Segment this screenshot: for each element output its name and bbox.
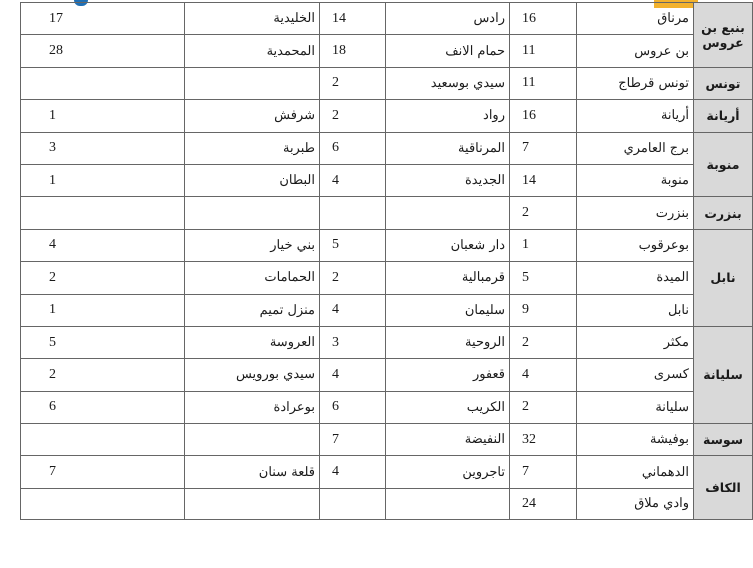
delegation-count: 4 — [320, 294, 386, 326]
delegation-name: قلعة سنان — [185, 456, 320, 488]
delegation-count: 4 — [320, 359, 386, 391]
delegation-count: 6 — [320, 391, 386, 423]
delegation-count: 2 — [320, 67, 386, 99]
delegation-name: منوبة — [577, 164, 694, 196]
table-row — [21, 197, 753, 229]
delegation-count: 2 — [510, 197, 577, 229]
delegation-name: بوعرادة — [185, 391, 320, 423]
delegation-count: 6 — [320, 132, 386, 164]
delegation-count: 7 — [510, 132, 577, 164]
table-row — [21, 391, 753, 423]
delegation-count: 1 — [510, 229, 577, 261]
delegation-count: 6 — [21, 391, 185, 423]
table-row — [21, 488, 753, 519]
delegation-count — [320, 488, 386, 519]
table-row — [21, 164, 753, 196]
delegation-count: 32 — [510, 424, 577, 456]
delegation-name: مرناق — [577, 3, 694, 35]
delegation-name: الحمامات — [185, 262, 320, 294]
table-row — [21, 100, 753, 132]
delegation-name: الخليدية — [185, 3, 320, 35]
delegation-count: 11 — [510, 35, 577, 67]
delegation-count: 11 — [510, 67, 577, 99]
delegation-name: أريانة — [577, 100, 694, 132]
delegation-count: 5 — [510, 262, 577, 294]
delegation-name: بوعرقوب — [577, 229, 694, 261]
table-row — [21, 132, 753, 164]
delegation-count: 24 — [510, 488, 577, 519]
delegation-name: وادي ملاق — [577, 488, 694, 519]
delegation-name: طبربة — [185, 132, 320, 164]
delegation-count: 5 — [21, 326, 185, 358]
delegation-name: بوفيشة — [577, 424, 694, 456]
delegation-name: بني خيار — [185, 229, 320, 261]
table-row — [21, 424, 753, 456]
delegations-table — [20, 2, 753, 520]
delegation-count: 2 — [320, 262, 386, 294]
delegation-count: 18 — [320, 35, 386, 67]
delegation-name: المحمدية — [185, 35, 320, 67]
delegation-name: رواد — [386, 100, 510, 132]
delegation-count: 4 — [21, 229, 185, 261]
delegation-name: تاجروين — [386, 456, 510, 488]
delegation-count: 1 — [21, 294, 185, 326]
delegation-count: 7 — [21, 456, 185, 488]
delegation-name: سيدي بوسعيد — [386, 67, 510, 99]
delegation-count — [21, 488, 185, 519]
delegation-name: بنزرت — [577, 197, 694, 229]
table-row — [21, 294, 753, 326]
delegation-name — [185, 67, 320, 99]
delegation-name — [386, 488, 510, 519]
delegation-name — [386, 197, 510, 229]
governorate-cell: نابل — [694, 229, 753, 326]
delegation-count: 28 — [21, 35, 185, 67]
delegation-name: بن عروس — [577, 35, 694, 67]
delegation-name: برج العامري — [577, 132, 694, 164]
delegation-name: العروسة — [185, 326, 320, 358]
delegation-name: مكثر — [577, 326, 694, 358]
delegation-name: تونس قرطاج — [577, 67, 694, 99]
governorate-cell: الكاف — [694, 456, 753, 519]
delegation-count: 3 — [320, 326, 386, 358]
delegation-count: 16 — [510, 100, 577, 132]
delegation-count: 2 — [510, 326, 577, 358]
delegation-name: الروحية — [386, 326, 510, 358]
delegation-count: 3 — [21, 132, 185, 164]
delegation-name: قرمبالية — [386, 262, 510, 294]
delegation-count — [21, 67, 185, 99]
table-row — [21, 35, 753, 67]
delegation-name: منزل تميم — [185, 294, 320, 326]
delegation-count: 9 — [510, 294, 577, 326]
delegation-name: الجديدة — [386, 164, 510, 196]
governorate-cell: منوبة — [694, 132, 753, 197]
delegation-count: 2 — [21, 262, 185, 294]
delegation-count: 1 — [21, 100, 185, 132]
delegation-name: الكريب — [386, 391, 510, 423]
table-row — [21, 67, 753, 99]
delegation-count: 17 — [21, 3, 185, 35]
delegation-name: قعفور — [386, 359, 510, 391]
delegation-name: الدهماني — [577, 456, 694, 488]
delegation-count: 14 — [320, 3, 386, 35]
table-row — [21, 229, 753, 261]
delegation-count — [320, 197, 386, 229]
table-row — [21, 326, 753, 358]
delegation-name: النفيضة — [386, 424, 510, 456]
delegation-count: 16 — [510, 3, 577, 35]
table-body — [21, 3, 753, 520]
table-row — [21, 262, 753, 294]
delegation-name: حمام الانف — [386, 35, 510, 67]
delegation-count — [21, 424, 185, 456]
delegation-count: 14 — [510, 164, 577, 196]
delegation-name: دار شعبان — [386, 229, 510, 261]
delegation-count: 7 — [510, 456, 577, 488]
delegation-count: 5 — [320, 229, 386, 261]
governorate-cell: تونس — [694, 67, 753, 99]
delegation-name: نابل — [577, 294, 694, 326]
delegation-name: كسرى — [577, 359, 694, 391]
delegation-name: رادس — [386, 3, 510, 35]
governorate-cell: أريانة — [694, 100, 753, 132]
table-row — [21, 359, 753, 391]
delegation-name: المرناقية — [386, 132, 510, 164]
delegation-count: 7 — [320, 424, 386, 456]
delegation-count: 4 — [320, 456, 386, 488]
delegation-name — [185, 424, 320, 456]
governorate-cell: بنبع بن عروس — [694, 3, 753, 68]
delegation-name: الميدة — [577, 262, 694, 294]
delegation-name — [185, 488, 320, 519]
table-row — [21, 456, 753, 488]
table-row — [21, 3, 753, 35]
delegation-name: سيدي بورويس — [185, 359, 320, 391]
delegation-count: 2 — [320, 100, 386, 132]
governorate-cell: سليانة — [694, 326, 753, 423]
delegation-count: 2 — [21, 359, 185, 391]
delegation-name: سليانة — [577, 391, 694, 423]
governorate-cell: بنزرت — [694, 197, 753, 229]
delegation-name: شرفش — [185, 100, 320, 132]
delegation-count: 4 — [510, 359, 577, 391]
delegation-count: 1 — [21, 164, 185, 196]
governorate-cell: سوسة — [694, 424, 753, 456]
delegation-count: 4 — [320, 164, 386, 196]
delegation-name: سليمان — [386, 294, 510, 326]
delegation-count: 2 — [510, 391, 577, 423]
delegation-name — [185, 197, 320, 229]
delegation-name: البطان — [185, 164, 320, 196]
delegation-count — [21, 197, 185, 229]
